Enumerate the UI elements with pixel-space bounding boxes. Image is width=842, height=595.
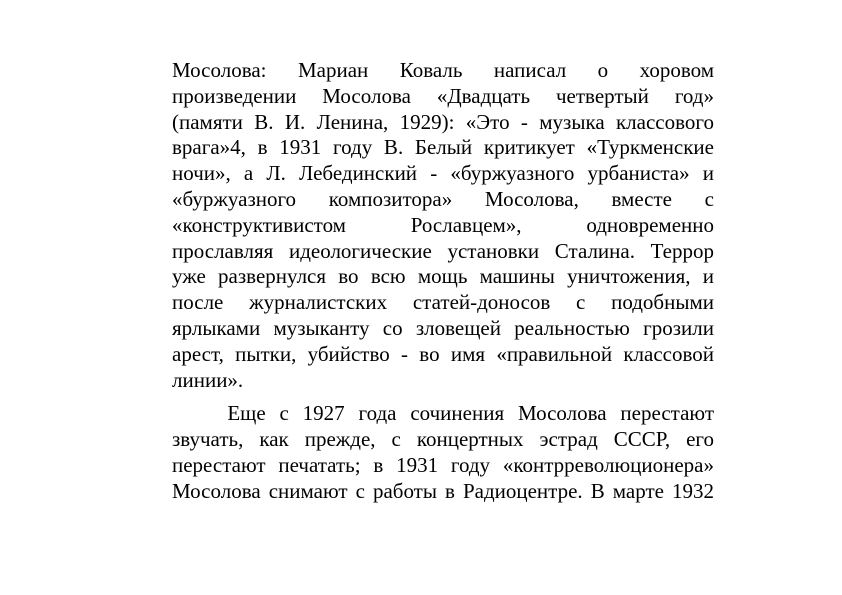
paragraph-gap [172, 393, 714, 401]
text-line: Еще с 1927 года сочинения Мосолова перестают [172, 401, 714, 426]
text-line: (памяти В. И. Ленина, 1929): «Это - музыка классового [172, 109, 714, 134]
text-line: линии». [172, 367, 244, 392]
text-line: «конструктивистом Рославцем», одновременно [172, 212, 714, 237]
text-line: перестают печатать; в 1931 году «контрреволюционера» [172, 452, 714, 477]
text-line: произведении Мосолова «Двадцать четвертый год» [172, 83, 714, 108]
paragraph-2 [172, 401, 714, 504]
paragraph-1 [172, 58, 714, 393]
text-line: ночи», а Л. Лебединский - «буржуазного урбаниста» и [172, 161, 714, 186]
text-line: ярлыками музыканту со зловещей реальностью грозили [172, 315, 714, 340]
text-line: Мосолова: Мариан Коваль написал о хоровом [172, 58, 714, 82]
text-line: прославляя идеологические установки Сталина. Террор [172, 238, 714, 263]
text-line: «буржуазного композитора» Мосолова, вместе с [172, 186, 714, 211]
text-line: уже развернулся во всю мощь машины уничтожения, и [172, 264, 714, 289]
text-line: звучать, как прежде, с концертных эстрад СССР, его [172, 427, 714, 452]
text-line: Мосолова снимают с работы в Радиоцентре. В марте 1932 [172, 478, 714, 503]
text-line: после журналистских статей-доносов с подобными [172, 290, 714, 315]
text-line: арест, пытки, убийство - во имя «правильной классовой [172, 341, 714, 366]
body-text [172, 58, 714, 505]
text-line: врага»4, в 1931 году В. Белый критикует «Туркменские [172, 135, 714, 160]
